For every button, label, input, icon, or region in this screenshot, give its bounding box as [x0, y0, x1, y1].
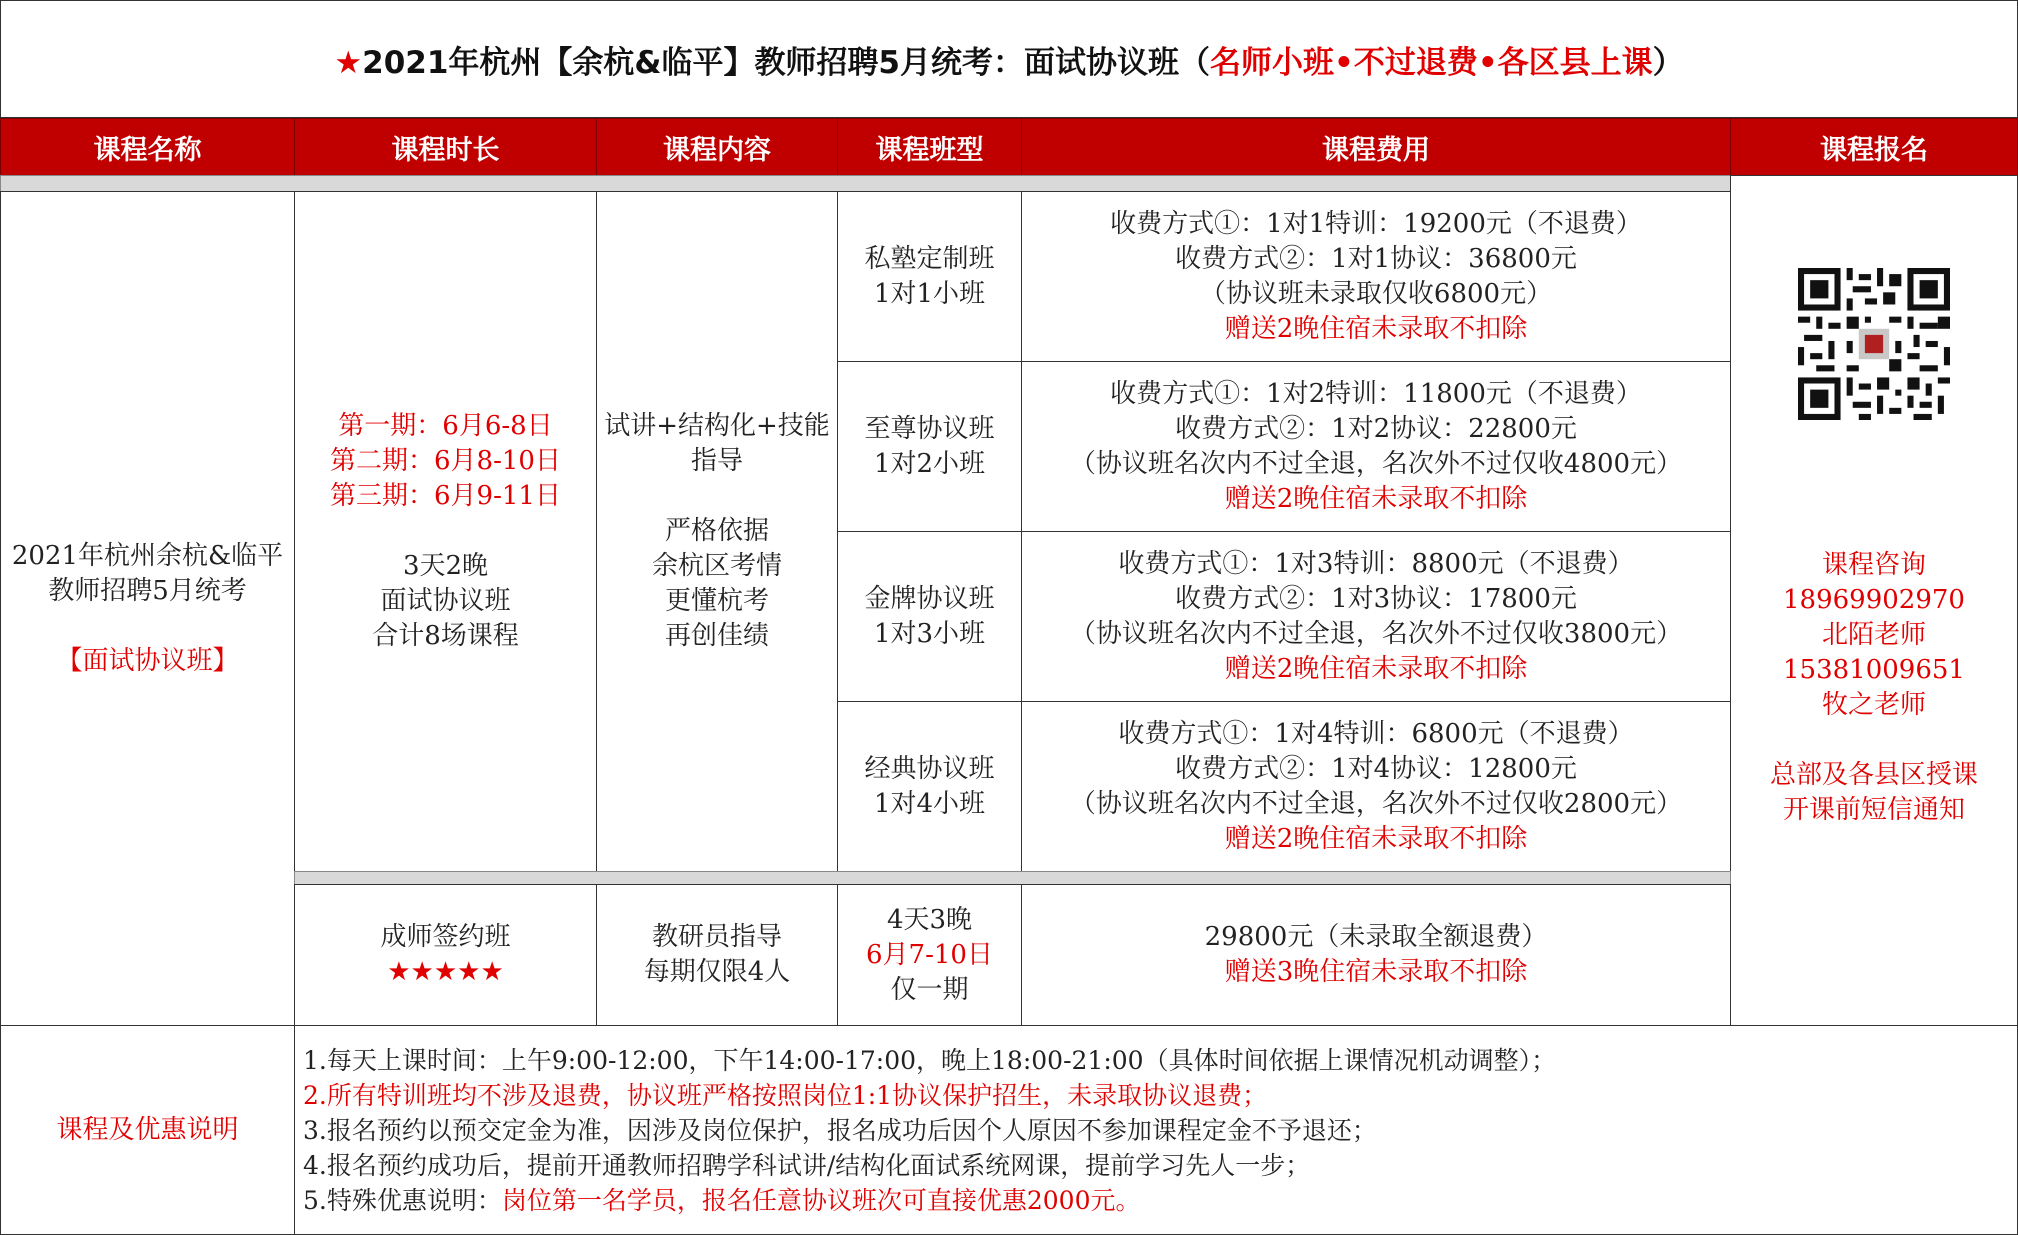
course-name-tag: 【面试协议班】: [56, 645, 239, 676]
class-size: 1对2小班: [873, 448, 986, 479]
duration-phase1: 第一期：6月6-8日: [338, 411, 553, 441]
signed-class-name: [294, 884, 597, 1026]
signed-class-duration: [837, 884, 1022, 1026]
duration-days: 3天2晚: [402, 551, 489, 581]
signup-phone1[interactable]: 18969902970: [1783, 585, 1965, 615]
fee-gift: 赠送2晚住宿未录取不扣除: [1224, 653, 1528, 684]
signed-dur1: 4天3晚: [886, 904, 973, 935]
fee-option2: 收费方式②：1对1协议：36800元: [1175, 243, 1577, 274]
signed-class-fee: [1021, 884, 1731, 1026]
fee-option1: 收费方式①：1对1特训：19200元（不退费）: [1110, 208, 1642, 239]
note-3: 3.报名预约以预交定金为准，因涉及岗位保护，报名成功后因个人原因不参加课程定金不予退还；: [303, 1115, 1377, 1145]
content-line1: 试讲+结构化+技能: [604, 411, 830, 441]
notes-label: 课程及优惠说明: [0, 1025, 295, 1235]
fee-option2: 收费方式②：1对2协议：22800元: [1175, 413, 1577, 444]
fee-option2: 收费方式②：1对3协议：17800元: [1175, 583, 1577, 614]
fee-note: （协议班名次内不过全退，名次外不过仅收4800元）: [1069, 448, 1683, 479]
fee-gift: 赠送2晚住宿未录取不扣除: [1224, 823, 1528, 854]
header-course-signup: 课程报名: [1730, 118, 2018, 176]
signup-teacher1: 北陌老师: [1821, 620, 1926, 650]
title-highlight: 名师小班•不过退费•各区县上课: [1210, 44, 1653, 81]
signed-content2: 每期仅限4人: [643, 957, 791, 987]
header-course-name: 课程名称: [0, 118, 295, 176]
class-size: 1对3小班: [873, 618, 986, 649]
fee-option1: 收费方式①：1对2特训：11800元（不退费）: [1110, 378, 1642, 409]
header-course-fee: 课程费用: [1021, 118, 1731, 176]
duration-sessions: 合计8场课程: [372, 621, 519, 651]
qr-code-icon[interactable]: [1798, 268, 1950, 420]
duration-class: 面试协议班: [380, 586, 511, 616]
page-title: [0, 0, 2018, 118]
fee-gold: [1021, 531, 1731, 702]
signup-consult: 课程咨询: [1821, 550, 1926, 580]
signed-dur3: 仅一期: [890, 974, 969, 1005]
fee-option2: 收费方式②：1对4协议：12800元: [1175, 753, 1577, 784]
header-separator: [0, 175, 1731, 192]
class-type-gold: [837, 531, 1022, 702]
content-cell: [596, 191, 838, 872]
title-close: ）: [1652, 44, 1684, 81]
class-name: 金牌协议班: [864, 583, 995, 614]
signup-teacher2: 牧之老师: [1821, 690, 1926, 720]
class-size: 1对1小班: [873, 278, 986, 309]
note-5-prefix: 5.特殊优惠说明：: [303, 1185, 502, 1215]
fee-note: （协议班未录取仅收6800元）: [1199, 278, 1553, 309]
header-class-type: 课程班型: [837, 118, 1022, 176]
signed-content1: 教研员指导: [651, 922, 782, 952]
rating-stars-icon: ★★★★★: [387, 957, 504, 987]
fee-private: [1021, 191, 1731, 362]
course-name-line1: 2021年杭州余杭&临平: [11, 540, 284, 571]
signed-fee: 29800元（未录取全额退费）: [1204, 922, 1548, 952]
note-4: 4.报名预约成功后，提前开通教师招聘学科试讲/结构化面试系统网课，提前学习先人一步；: [303, 1150, 1311, 1180]
note-5-highlight: 岗位第一名学员，报名任意协议班次可直接优惠2000元。: [501, 1185, 1141, 1215]
notes-cell: [294, 1025, 2018, 1235]
fee-gift: 赠送2晚住宿未录取不扣除: [1224, 483, 1528, 514]
signed-dur2: 6月7-10日: [866, 939, 993, 970]
signed-gift: 赠送3晚住宿未录取不扣除: [1224, 957, 1528, 987]
duration-phase3: 第三期：6月9-11日: [330, 481, 561, 511]
class-size: 1对4小班: [873, 788, 986, 819]
fee-note: （协议班名次内不过全退，名次外不过仅收3800元）: [1069, 618, 1683, 649]
class-type-private: [837, 191, 1022, 362]
note-5: [303, 1183, 1141, 1218]
fee-option1: 收费方式①：1对3特训：8800元（不退费）: [1118, 548, 1634, 579]
duration-phase2: 第二期：6月8-10日: [330, 446, 561, 476]
duration-cell: [294, 191, 597, 872]
class-type-classic: [837, 701, 1022, 872]
fee-option1: 收费方式①：1对4特训：6800元（不退费）: [1118, 718, 1634, 749]
class-name: 私塾定制班: [864, 243, 995, 274]
content-line4: 余杭区考情: [651, 551, 782, 581]
course-name-line2: 教师招聘5月统考: [48, 575, 247, 606]
content-line3: 严格依据: [664, 516, 769, 546]
fee-supreme: [1021, 361, 1731, 532]
note-2: 2.所有特训班均不涉及退费，协议班严格按照岗位1:1协议保护招生，未录取协议退费；: [303, 1080, 1268, 1110]
star-icon: ★: [334, 44, 363, 81]
class-name: 至尊协议班: [864, 413, 995, 444]
fee-note: （协议班名次内不过全退，名次外不过仅收2800元）: [1069, 788, 1683, 819]
header-course-duration: 课程时长: [294, 118, 597, 176]
course-name-cell: [0, 191, 295, 1026]
signup-info2: 开课前短信通知: [1782, 795, 1965, 825]
content-line2: 指导: [690, 446, 743, 476]
content-line6: 再创佳绩: [664, 621, 769, 651]
signed-class-content: [596, 884, 838, 1026]
signed-name: 成师签约班: [380, 922, 511, 952]
signup-info1: 总部及各县区授课: [1769, 760, 1978, 790]
fee-gift: 赠送2晚住宿未录取不扣除: [1224, 313, 1528, 344]
title-main: 2021年杭州【余杭&临平】教师招聘5月统考：面试协议班（: [362, 44, 1211, 81]
header-course-content: 课程内容: [596, 118, 838, 176]
signup-cell: [1730, 175, 2018, 1026]
signup-phone2[interactable]: 15381009651: [1783, 655, 1965, 685]
fee-classic: [1021, 701, 1731, 872]
note-1: 1.每天上课时间：上午9:00-12:00，下午14:00-17:00，晚上18:00-21:00（具体时间依据上课情况机动调整）；: [303, 1045, 1557, 1075]
class-name: 经典协议班: [864, 753, 995, 784]
class-type-supreme: [837, 361, 1022, 532]
block-separator: [294, 871, 1731, 885]
content-line5: 更懂杭考: [664, 586, 769, 616]
